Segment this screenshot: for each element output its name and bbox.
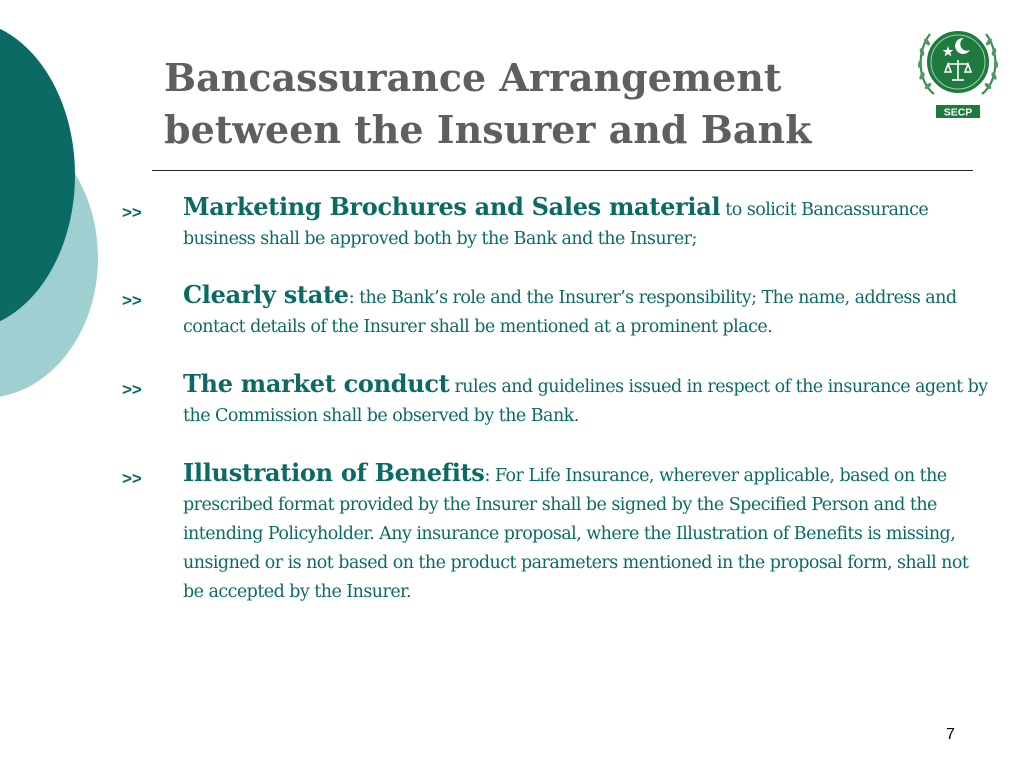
bullet-text: [183, 192, 991, 254]
bullet-heading: Illustration of Benefits: [183, 458, 485, 487]
title-divider: [152, 170, 973, 171]
bullet-body: to solicit Bancassurance business shall be approved both by the Bank and the Insurer;: [183, 200, 929, 249]
title-line-1: Bancassurance Arrangement: [164, 55, 782, 100]
bullet-text: [183, 280, 991, 342]
slide-title: [164, 52, 864, 156]
bullet-marker: >>: [122, 291, 142, 310]
bullet-text: [183, 458, 991, 607]
bullet-heading: Marketing Brochures and Sales material: [183, 192, 721, 221]
bullet-body: : the Bank’s role and the Insurer’s responsibility; The name, address and contact details of the Insurer shall be mentioned at a prominent place.: [183, 288, 957, 337]
title-line-2: between the Insurer and Bank: [164, 107, 812, 152]
bullet-text: [183, 369, 991, 431]
bullet-body: rules and guidelines issued in respect of the insurance agent by the Commission shall be observed by the Bank.: [183, 377, 988, 426]
bullet-body: : For Life Insurance, wherever applicable, based on the prescribed format provided by the Insurer shall be signed by the Specified Person and the intending Policyholder. Any insurance proposal, where the Illustration of Benefits is missing, unsigned or is not based on the product parameters mentioned in the proposal form, shall not be accepted by the Insurer.: [183, 466, 969, 602]
logo-label: SECP: [943, 106, 973, 119]
bullet-marker: >>: [122, 203, 142, 222]
page-number: 7: [946, 726, 955, 743]
bullet-heading: Clearly state: [183, 280, 349, 309]
bullet-heading: The market conduct: [183, 369, 450, 398]
secp-logo: [912, 16, 1004, 122]
bullet-marker: >>: [122, 469, 142, 488]
bullet-marker: >>: [122, 380, 142, 399]
